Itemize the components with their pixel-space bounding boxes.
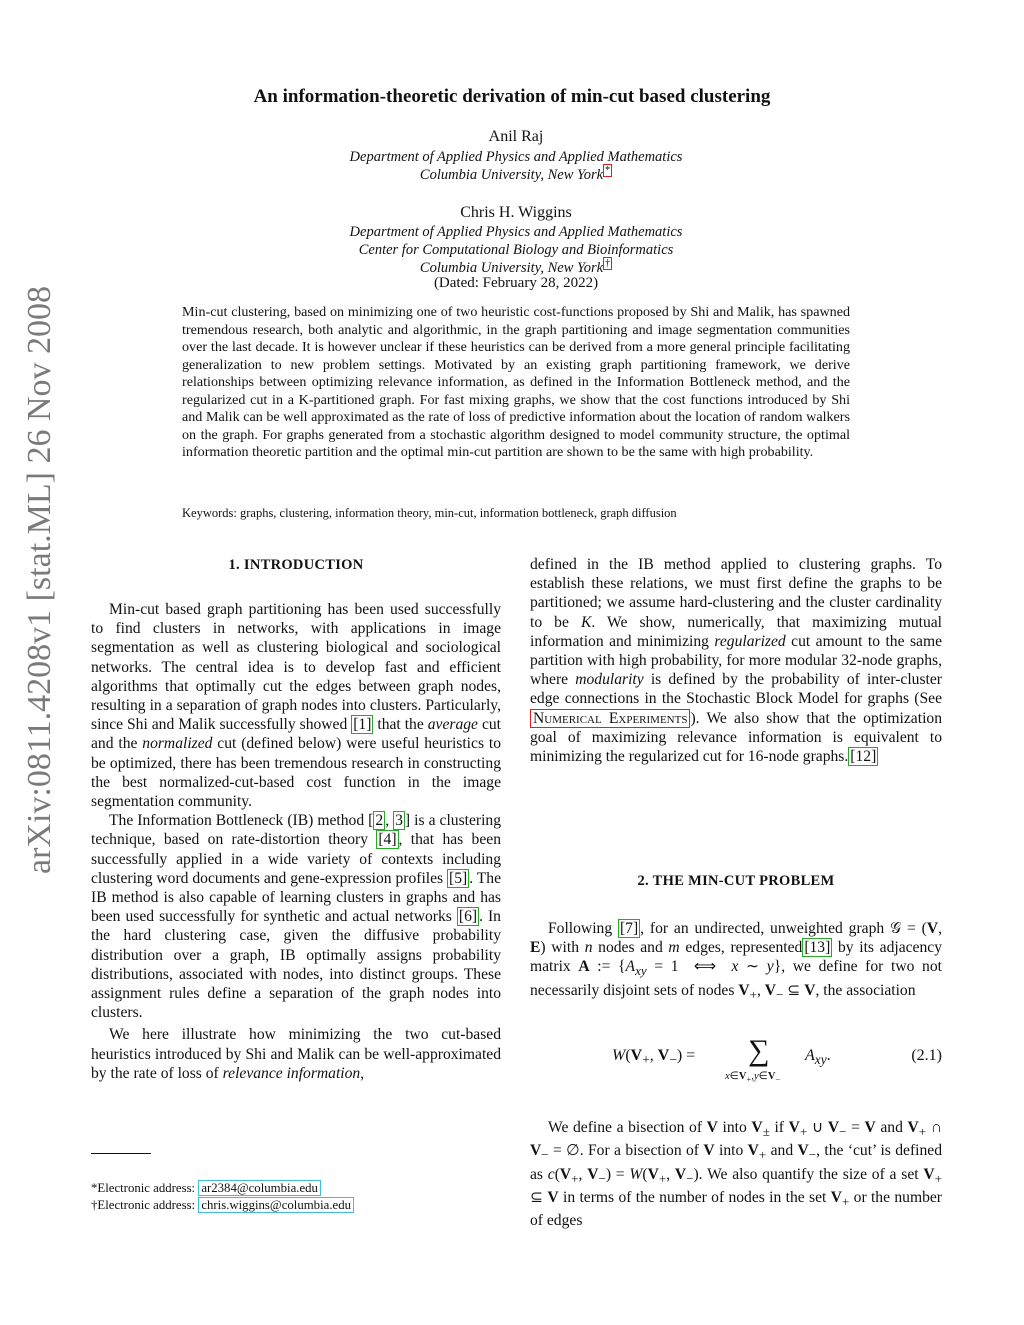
citation-1[interactable]: [1] (353, 716, 372, 734)
numerical-experiments-link[interactable]: Numerical Experiments (530, 709, 690, 728)
footnote-link-1[interactable]: * (605, 165, 611, 177)
paper-title: An information-theoretic derivation of min-cut based clustering (253, 86, 771, 107)
author-2-affiliation: Department of Applied Physics and Applied Mathematics (349, 224, 683, 240)
citation-2[interactable]: 2 (375, 812, 384, 830)
keywords: Keywords: graphs, clustering, information theory, min-cut, information bottleneck, graph diffusion (182, 506, 677, 520)
bisection-text: We define a bisection of V into $V_\pm$ if $V_+$ ∪ $V_- = V$ and $V_+$ ∩ $V_-$ = ∅. For a bisection of V into $V_+$ and $V_-$, the ‘cut’ is defined as $c(V_+$, $V_-) = W(V_+$, $V_-$). We also quantify the size of a set $V_+$ ⊆ V in terms of the number of nodes in the set $V_+$ or the number of edges (530, 1119, 943, 1230)
citation-6[interactable]: [6] (458, 908, 478, 926)
email-link-1[interactable]: ar2384@columbia.edu (198, 1180, 321, 1196)
arxiv-identifier: arXiv:0811.4208v1 [stat.ML] 26 Nov 2008 (21, 285, 58, 874)
author-1-university: Columbia University, New York * (419, 165, 611, 183)
citation-12[interactable]: [12] (850, 748, 877, 766)
email-link-2[interactable]: chris.wiggins@columbia.edu (198, 1197, 354, 1213)
citation-7[interactable]: [7] (619, 920, 639, 937)
author-1-name: Anil Raj (488, 128, 544, 145)
citation-3[interactable]: 3 (395, 812, 403, 830)
section-2-heading: 2. THE MIN-CUT PROBLEM (637, 873, 835, 889)
citation-13[interactable]: [13] (804, 939, 831, 957)
intro-continued-text: defined in the IB method applied to clustering graphs. To establish these relations, we must first define the graphs to be partitioned; we assume hard-clustering and the cluster cardinality to be K. We show, numerically, that maximizing mutual information and minimizing regularized cut amount to the same partition with high probability, for more modular 32-node graphs, where modularity is defined by the probability of inter-cluster edge connections in the Stochastic Block Model for graphs (See Numerical Experiments ). We also show that the optimization goal of maximizing relevance information is equivalent to minimizing the regularized cut for 16-node graphs. [12] (530, 556, 942, 766)
footnote-rule (91, 1153, 151, 1154)
section-1-heading: 1. INTRODUCTION (228, 557, 364, 573)
equation-2-1: $W(V_+$, $V_-$) = ∑ $x\in V_+,y\in V_-$ $A_{xy}$. (2.1) (612, 1034, 942, 1085)
citation-4[interactable]: [4] (378, 831, 397, 849)
footnote-2: †Electronic address: chris.wiggins@columbia.edu (91, 1198, 354, 1213)
footnote-1: *Electronic address: ar2384@columbia.edu (91, 1181, 321, 1196)
author-1-affiliation: Department of Applied Physics and Applied Mathematics (349, 149, 683, 165)
author-2-university: Columbia University, New York † (419, 258, 611, 276)
abstract: Min-cut clustering, based on minimizing one of two heuristic cost-functions proposed by Shi and Malik, has spawned tremendous research, both analytic and algorithmic, in the graph partitioning and image segmentation communities over the last decade. It is however unclear if these heuristics can be derived from a more general principle facilitating generalization to new problem settings. Motivated by an existing graph partitioning framework, we derive relationships between optimizing relevance information, as defined in the Information Bottleneck method, and the regularized cut in a K-partitioned graph. For fast mixing graphs, we show that the cost functions introduced by Shi and Malik can be well approximated as the rate of loss of predictive information about the location of random walkers on the graph. For graphs generated from a stochastic algorithm designed to model community structure, the optimal information theoretic partition and the optimal min-cut partition are shown to be the same with high probability. (182, 304, 850, 460)
intro-text: Min-cut based graph partitioning has been used successfully to find clusters in networks, with applications in image segmentation as well as clustering biological and sociological networks. The central idea is to develop fast and efficient algorithms that optimally cut the edges between graph nodes, resulting in a separation of graph nodes into clusters. Particularly, since Shi and Malik successfully showed [1] that the average cut and the normalized cut (defined below) were useful heuristics to be optimized, there has been tremendous research in constructing the best normalized-cut-based cost function in the image segmentation community. The Information Bottleneck (IB) method [ 2 , 3 ] is a clustering technique, based on rate-distortion theory [4] , that has been successfully applied in a wide variety of contexts including clustering word documents and gene-expression profiles [5] . The IB method is also capable of learning clusters in graphs and has been used successfully for synthetic and actual networks [6] . In the hard clustering case, given the diffusive probability distribution over a graph, IB optimally assigns probability distributions, associated with nodes, into distinct groups. These assignment rules define a separation of the graph nodes into clusters. We here illustrate how minimizing the two cut-based heuristics introduced by Shi and Malik can be well-approximated by the rate of loss of relevance information, (91, 601, 502, 1082)
citation-5[interactable]: [5] (449, 869, 468, 887)
author-2-name: Chris H. Wiggins (460, 204, 572, 221)
author-2-center: Center for Computational Biology and Bioinformatics (358, 242, 674, 258)
footnote-link-2[interactable]: † (605, 258, 611, 270)
min-cut-text: Following [7] , for an undirected, unweighted graph 𝒢 = (V, E) with n nodes and m edges, represented [13] by its adjacency matrix A := {$A_{xy} = 1$ ⟺ x ∼ y}, we define for two not necessarily disjoint sets of nodes $V_+$, $V_-$ ⊆ V, the association (530, 920, 942, 1002)
dated-line: (Dated: February 28, 2022) (433, 275, 599, 291)
equation-number: (2.1) (911, 1047, 942, 1064)
